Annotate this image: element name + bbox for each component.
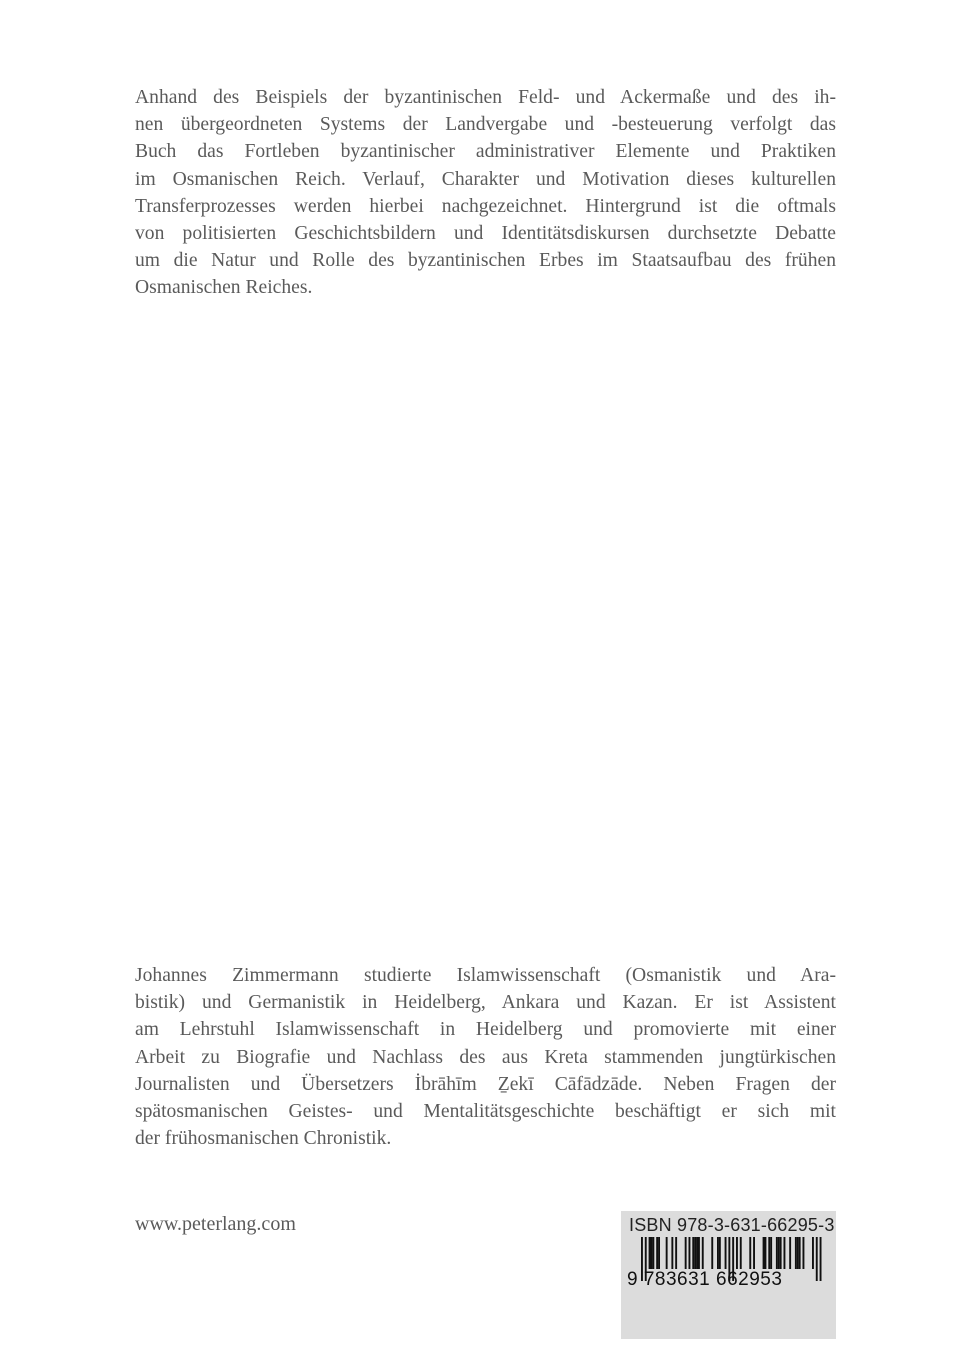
blurb-line: im Osmanischen Reich. Verlauf, Charakter und Motivation dieses kulturellen [135,168,836,190]
barcode-bar [765,1237,767,1269]
barcode-bar [652,1237,654,1269]
barcode-bar [770,1237,772,1269]
barcode-bar [725,1237,727,1269]
barcode-digits: 9 783631 662953 [627,1269,783,1290]
blurb-paragraph [135,84,836,302]
barcode-guard-bar [816,1237,818,1281]
bio-line: bistik) und Germanistik in Heidelberg, Ankara und Kazan. Er ist Assistent [135,992,836,1014]
blurb-line: Transferprozesses werden hierbei nachgezeichnet. Hintergrund ist die oftmals [135,195,836,217]
barcode-bar [694,1237,696,1269]
blurb-line: von politisierten Geschichtsbildern und Identitätsdiskursen durchsetzte Debatte [135,223,836,245]
blurb-line: Anhand des Beispiels der byzantinischen Feld- und Ackermaße und des ih- [135,87,836,108]
barcode-bar [696,1237,698,1269]
barcode-bar [812,1237,814,1269]
barcode-bar [656,1237,658,1269]
barcode-bar [778,1237,780,1269]
barcode-bar [797,1237,799,1269]
barcode-bar [692,1237,694,1269]
isbn-label: ISBN 978-3-631-66295-3 [629,1215,835,1235]
barcode-bar [749,1237,751,1269]
barcode-bar [740,1237,742,1269]
bio-line: Journalisten und Übersetzers İbrāhīm Ẕekī Cāfādzāde. Neben Fragen der [135,1073,836,1095]
barcode-bar [719,1237,721,1269]
barcode-bar [698,1237,700,1269]
bio-line: Arbeit zu Biografie und Nachlass des aus Kreta stammenden jungtürkischen [135,1046,836,1068]
barcode-bar [717,1237,719,1269]
barcode-bar [803,1237,805,1269]
barcode-bar [651,1237,653,1269]
barcode-bar [795,1237,797,1269]
blurb-line: Osmanischen Reiches. [135,277,313,299]
barcode-bar [675,1237,677,1269]
barcode-guard-bar [820,1237,822,1281]
barcode-bar [666,1237,668,1269]
bio-line: spätosmanischen Geistes- und Mentalitätsgeschichte beschäftigt er sich mit [135,1101,836,1123]
barcode-bar [649,1237,651,1269]
barcode-bar [768,1237,770,1269]
bio-line: am Lehrstuhl Islamwissenschaft in Heidelberg und promovierte mit einer [135,1019,836,1041]
author-bio-paragraph [135,962,836,1152]
barcode-bar [799,1237,801,1269]
blurb-line: nen übergeordneten Systems der Landvergabe und -besteuerung verfolgt das [135,114,836,136]
barcode-bar [789,1237,791,1269]
bio-line: Johannes Zimmermann studierte Islamwissenschaft (Osmanistik und Ara- [135,965,836,986]
barcode-bar [753,1237,755,1269]
blurb-line: Buch das Fortleben byzantinischer administrativer Elemente und Praktiken [135,141,836,163]
barcode-bar [658,1237,660,1269]
barcode-bar [780,1237,782,1269]
barcode-bar [736,1237,738,1269]
barcode-bar [689,1237,691,1269]
barcode-bar [685,1237,687,1269]
isbn-barcode [621,1211,836,1339]
barcode-bar [711,1237,713,1269]
barcode-bar [776,1237,778,1269]
barcode-bar [702,1237,704,1269]
barcode-bar [784,1237,786,1269]
barcode-bar [763,1237,765,1269]
bio-line: der frühosmanischen Chronistik. [135,1128,392,1150]
blurb-line: um die Natur und Rolle des byzantinischen Erbes im Staatsaufbau des frühen [135,250,836,272]
publisher-website: www.peterlang.com [135,1213,296,1235]
barcode-bar [671,1237,673,1269]
